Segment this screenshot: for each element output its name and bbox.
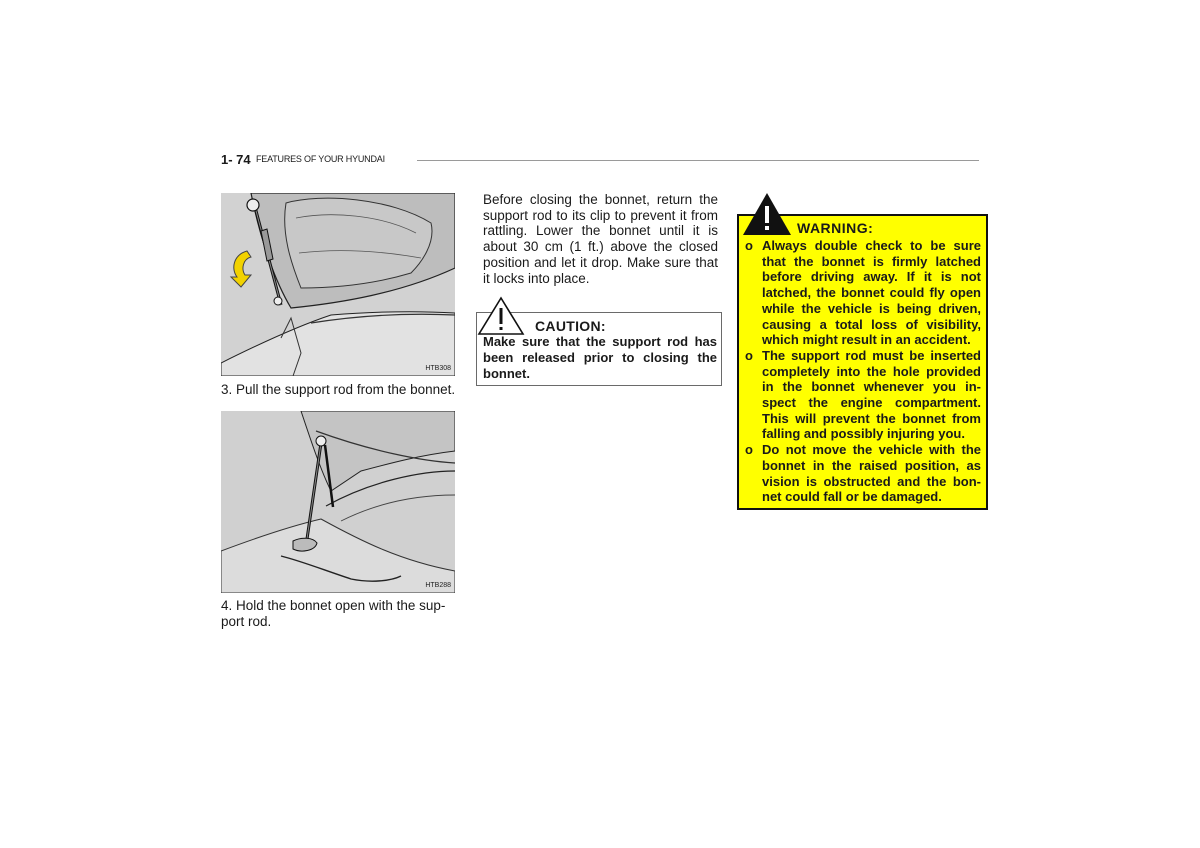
- caution-title: CAUTION:: [535, 318, 606, 334]
- warning-item-text: The support rod must be inserted completely into the hole provided in the bonnet whenever you in-spect the engine compartment. This will prevent the bonnet from falling and possibly injuring you.: [762, 347, 981, 442]
- warning-item: [745, 348, 981, 442]
- illustration-support-rod-installed: [221, 411, 455, 593]
- figure-code: HTB288: [425, 582, 451, 589]
- step-item: [221, 598, 457, 630]
- figure-pull-support-rod: [221, 193, 455, 376]
- warning-title: WARNING:: [797, 220, 874, 236]
- section-title: FEATURES OF YOUR HYUNDAI: [256, 154, 385, 164]
- curved-arrow-icon: [227, 249, 255, 289]
- exclamation-triangle-icon: [742, 192, 792, 236]
- warning-item-text: Do not move the vehicle with the bonnet in the raised position, as vision is obstructed and the bon-net could fall or be damaged.: [762, 442, 981, 505]
- closing-bonnet-paragraph: Before closing the bonnet, return the support rod to its clip to prevent it from rattling. Lower the bonnet until it is about 30 cm (1 ft.) above the closed position and let it drop. Make sure that it locks into place.: [483, 192, 718, 286]
- figure-code: HTB308: [425, 365, 451, 372]
- step-number: 4.: [221, 598, 233, 613]
- step-item: [221, 382, 457, 398]
- page-header: [221, 152, 979, 170]
- caution-text: Make sure that the support rod has been released prior to closing the bonnet.: [483, 334, 717, 381]
- warning-item: [745, 238, 981, 348]
- header-divider: [417, 160, 979, 161]
- bullet: o: [745, 238, 753, 253]
- step-text: Hold the bonnet open with the sup-port rod.: [221, 598, 446, 629]
- figure-hold-bonnet-open: [221, 411, 455, 593]
- illustration-bonnet-underside: [221, 193, 455, 376]
- exclamation-triangle-icon: [477, 296, 525, 336]
- bullet: o: [745, 442, 753, 458]
- warning-item-text: Always double check to be sure that the bonnet is firmly latched before driving away. If it is not latched, the bonnet could fly open while the vehicle is being driven, causing a total loss of visibility, which might result in an accident.: [762, 238, 981, 348]
- warning-item: [745, 442, 981, 505]
- step-number: 3.: [221, 382, 233, 397]
- page-number: 1- 74: [221, 152, 251, 167]
- bullet: o: [745, 347, 753, 363]
- warning-list: [745, 238, 981, 505]
- step-text: Pull the support rod from the bonnet.: [236, 382, 456, 397]
